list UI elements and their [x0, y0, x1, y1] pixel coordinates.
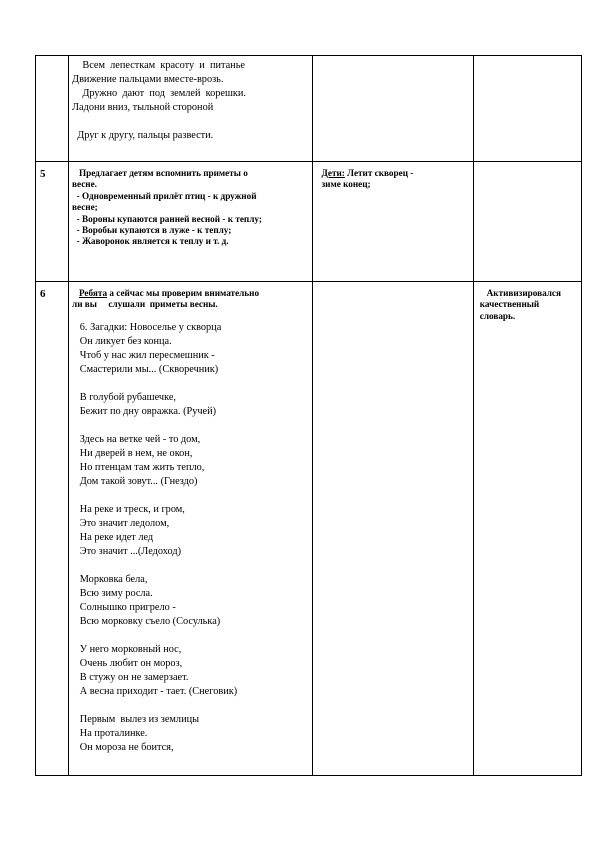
riddle-line: Это значит ледолом, [72, 517, 170, 529]
riddle-line: У него морковный нос, [72, 643, 182, 655]
riddle-line: Смастерили мы... (Скворечник) [72, 363, 219, 375]
riddle-line: Чтоб у нас жил пересмешник - [72, 349, 215, 361]
children-cell [313, 162, 473, 282]
teacher-text-line: - Одновременный прилёт птиц - к дружной [72, 190, 257, 201]
children-answer-line: Дети: Летит скворец - [321, 168, 414, 178]
number-cell [36, 56, 69, 162]
text-line: Ладони вниз, тыльной стороной [72, 102, 214, 113]
riddle-line: Здесь на ветке чей - то дом, [72, 433, 201, 445]
notes-line: словарь. [479, 310, 516, 321]
riddle-line: На проталинке. [72, 727, 148, 739]
riddle-line: На реке и треск, и гром, [72, 503, 185, 515]
riddle-line: Он мороза не боится, [72, 741, 174, 753]
riddle-line: 6. Загадки: Новоселье у скворца [72, 321, 222, 333]
text-line: Дружно дают под землей корешки. [72, 88, 246, 99]
riddle-line: Всю морковку съело (Сосулька) [72, 615, 221, 627]
riddle-line: А весна приходит - тает. (Снеговик) [72, 685, 238, 697]
table-row [36, 282, 582, 776]
children-answer-line: зиме конец; [321, 179, 371, 190]
teacher-cell [69, 56, 313, 162]
teacher-text-line: - Воробьи купаются в луже - к теплу; [72, 225, 232, 236]
row-number: 5 [40, 168, 46, 180]
text-line: Друг к другу, пальцы развести. [72, 130, 214, 141]
table-row [36, 162, 582, 282]
teacher-cell [69, 282, 313, 776]
riddle-line: Первым вылез из землицы [72, 713, 200, 725]
riddle-line: Он ликует без конца. [72, 335, 172, 347]
children-label: Дети: [321, 168, 345, 178]
children-cell [313, 56, 473, 162]
number-cell [36, 162, 69, 282]
teacher-text-line: Ребята а сейчас мы проверим внимательно [78, 288, 260, 298]
riddle-line: Морковка бела, [72, 573, 148, 585]
notes-cell [473, 282, 581, 776]
notes-line: Активизировался [479, 288, 561, 298]
riddle-line: В голубой рубашечке, [72, 391, 176, 403]
teacher-text-line: ли вы слушали приметы весны. [72, 299, 218, 310]
riddle-line: Бежит по дну овражка. (Ручей) [72, 405, 217, 417]
riddle-line: Всю зиму росла. [72, 587, 153, 599]
riddle-line: Это значит ...(Ледоход) [72, 545, 182, 557]
riddle-line: Дом такой зовут... (Гнездо) [72, 475, 198, 487]
riddle-line: Ни дверей в нем, не окон, [72, 447, 193, 459]
teacher-text-line: весне; [72, 202, 98, 213]
notes-cell [473, 56, 581, 162]
riddle-line [72, 559, 312, 573]
riddle-line: В стужу он не замерзает. [72, 671, 189, 683]
riddle-line [72, 377, 312, 391]
riddle-line: Солнышко пригрело - [72, 601, 176, 613]
teacher-cell [69, 162, 313, 282]
riddle-line [72, 629, 312, 643]
teacher-text-line: Предлагает детям вспомнить приметы о [72, 168, 248, 178]
riddle-line [72, 419, 312, 433]
lesson-table [35, 55, 582, 776]
notes-line: качественный [479, 299, 540, 310]
text-line: Движение пальцами вместе-врозь. [72, 74, 224, 85]
riddle-line [72, 699, 312, 713]
riddle-line: Очень любит он мороз, [72, 657, 183, 669]
teacher-text-line: - Вороны купаются ранней весной - к теплу; [72, 213, 262, 224]
teacher-text-line: весне. [72, 179, 97, 190]
riddle-line [72, 489, 312, 503]
notes-cell [473, 162, 581, 282]
riddle-line: На реке идет лед [72, 531, 154, 543]
children-cell [313, 282, 473, 776]
text-line: Всем лепесткам красоту и питанье [72, 60, 245, 71]
number-cell [36, 282, 69, 776]
riddle-line: Но птенцам там жить тепло, [72, 461, 205, 473]
text-line [72, 115, 312, 129]
table-row [36, 56, 582, 162]
row-number: 6 [40, 288, 46, 300]
teacher-text-line: - Жаворонок является к теплу и т. д. [72, 236, 229, 247]
